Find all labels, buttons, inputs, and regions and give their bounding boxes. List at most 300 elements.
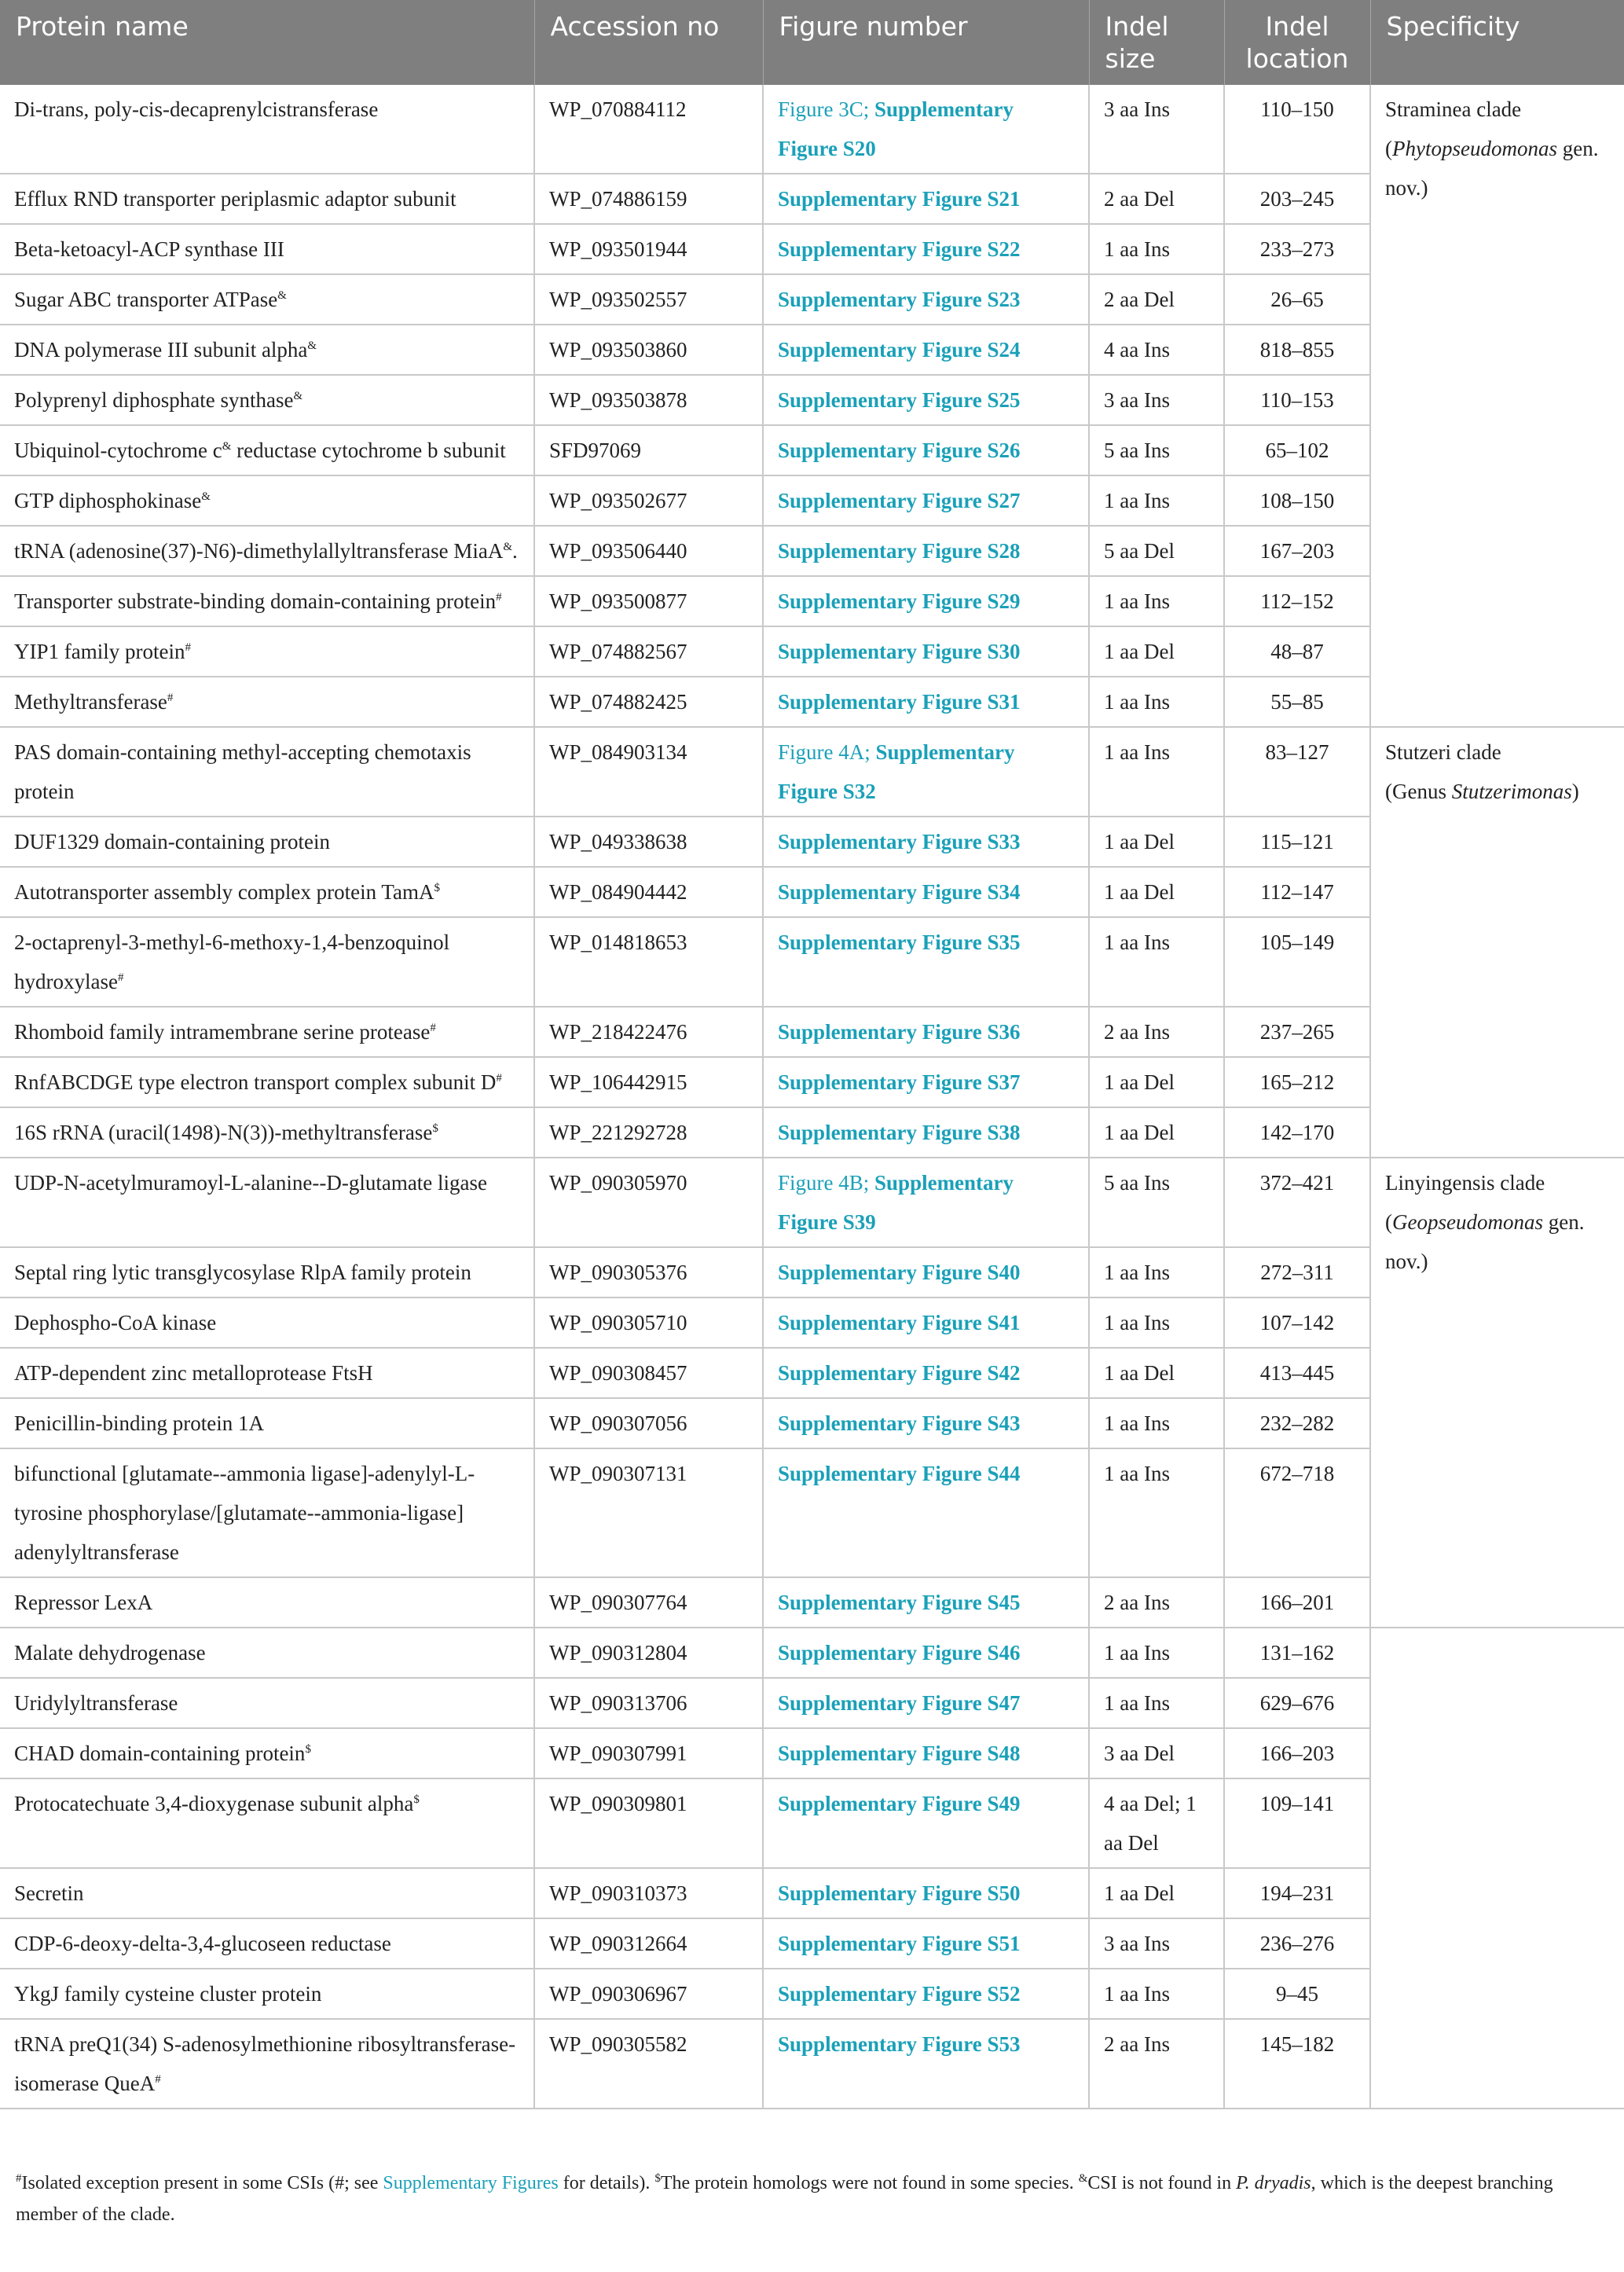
accession-number: WP_090307991	[534, 1728, 763, 1778]
indel-location: 237–265	[1224, 1007, 1370, 1057]
footnote-text: CSI is not found in	[1087, 2173, 1237, 2193]
paren: (	[1385, 780, 1392, 803]
figure-number-cell	[763, 375, 1089, 425]
supplementary-figure-link[interactable]: Supplementary Figure S26	[778, 439, 1021, 462]
accession-number: WP_093503878	[534, 375, 763, 425]
protein-name-cell	[0, 1918, 534, 1969]
indel-location: 131–162	[1224, 1628, 1370, 1678]
protein-name: Repressor LexA	[14, 1591, 153, 1614]
supplementary-figure-link[interactable]: Supplementary Figure S34	[778, 880, 1021, 904]
protein-name-cell	[0, 1678, 534, 1728]
supplementary-figure-link[interactable]: Supplementary Figure S52	[778, 1982, 1021, 2006]
indel-size: 1 aa Del	[1089, 817, 1224, 867]
figure-number-cell	[763, 526, 1089, 576]
indel-size: 1 aa Del	[1089, 1057, 1224, 1107]
supplementary-figure-link[interactable]: Supplementary Figure S37	[778, 1070, 1021, 1094]
protein-name-cell	[0, 2019, 534, 2109]
supplementary-figure-link[interactable]: Supplementary Figure S27	[778, 489, 1021, 512]
figure-number-cell	[763, 1969, 1089, 2019]
protein-name-cell	[0, 1348, 534, 1398]
indel-location: 107–142	[1224, 1297, 1370, 1348]
accession-number: WP_093502677	[534, 475, 763, 526]
main-figure-link[interactable]: Figure 3C;	[778, 97, 875, 121]
indel-size: 2 aa Ins	[1089, 1007, 1224, 1057]
table-header	[0, 0, 1624, 85]
figure-number-cell	[763, 1918, 1089, 1969]
indel-size: 1 aa Ins	[1089, 224, 1224, 274]
accession-number: WP_014818653	[534, 917, 763, 1007]
protein-name-cell	[0, 1158, 534, 1247]
accession-number: WP_090307056	[534, 1398, 763, 1448]
indel-size: 2 aa Del	[1089, 274, 1224, 325]
figure-number-cell	[763, 1778, 1089, 1868]
protein-name-cell	[0, 817, 534, 867]
protein-name-cell	[0, 1868, 534, 1918]
footnote-text: , which is the deepest branching member of the clade.	[16, 2173, 1553, 2225]
indel-size: 1 aa Del	[1089, 1348, 1224, 1398]
indel-size: 3 aa Ins	[1089, 1918, 1224, 1969]
indel-location: 166–203	[1224, 1728, 1370, 1778]
protein-name-cell	[0, 325, 534, 375]
footnote-marker: &	[307, 340, 317, 352]
indel-location: 55–85	[1224, 677, 1370, 727]
protein-name: YkgJ family cysteine cluster protein	[14, 1982, 322, 2006]
protein-name-cell	[0, 867, 534, 917]
supplementary-figure-link[interactable]: Supplementary Figure S25	[778, 388, 1021, 412]
accession-number: WP_093502557	[534, 274, 763, 325]
footnote-marker: $	[413, 1793, 420, 1806]
indel-size: 1 aa Ins	[1089, 1297, 1224, 1348]
paren: (	[1385, 1210, 1392, 1234]
figure-number-cell	[763, 1628, 1089, 1678]
protein-name: Beta-ketoacyl-ACP synthase III	[14, 237, 284, 261]
indel-location: 109–141	[1224, 1778, 1370, 1868]
protein-name-cell	[0, 1969, 534, 2019]
supplementary-figure-link[interactable]: Supplementary Figure S32	[778, 740, 1015, 803]
figure-number-cell	[763, 1678, 1089, 1728]
footnote-marker: $	[432, 1122, 438, 1135]
table-body	[0, 85, 1624, 2109]
indel-size: 1 aa Ins	[1089, 1398, 1224, 1448]
indel-location: 112–152	[1224, 576, 1370, 626]
indel-size: 1 aa Ins	[1089, 1247, 1224, 1297]
figure-number-cell	[763, 1577, 1089, 1628]
indel-location: 672–718	[1224, 1448, 1370, 1577]
protein-name: Autotransporter assembly complex protein TamA	[14, 880, 434, 904]
protein-name-suffix: .	[512, 539, 518, 563]
protein-name-cell	[0, 224, 534, 274]
indel-size: 1 aa Del	[1089, 1868, 1224, 1918]
protein-name-cell	[0, 174, 534, 224]
protein-name: UDP-N-acetylmuramoyl-L-alanine--D-glutamate ligase	[14, 1171, 488, 1195]
indel-size: 1 aa Ins	[1089, 727, 1224, 817]
figure-number-cell	[763, 1007, 1089, 1057]
accession-number: WP_090312664	[534, 1918, 763, 1969]
protein-name-cell	[0, 425, 534, 475]
protein-name: bifunctional [glutamate--ammonia ligase]-adenylyl-L-tyrosine phosphorylase/[glutamate--ammonia-ligase] adenylyltransferase	[14, 1462, 475, 1564]
indel-location: 165–212	[1224, 1057, 1370, 1107]
footnote-symbol-ampersand: &	[1078, 2172, 1088, 2185]
accession-number: WP_093503860	[534, 325, 763, 375]
protein-name-cell	[0, 626, 534, 677]
accession-number: WP_090306967	[534, 1969, 763, 2019]
supplementary-figure-link[interactable]: Supplementary Figure S35	[778, 930, 1021, 954]
figure-number-cell	[763, 2019, 1089, 2109]
protein-name: tRNA preQ1(34) S-adenosylmethionine ribosyltransferase-isomerase QueA	[14, 2032, 516, 2095]
supplementary-figure-link[interactable]: Supplementary Figure S51	[778, 1932, 1021, 1955]
protein-name-cell	[0, 1007, 534, 1057]
indel-size: 1 aa Ins	[1089, 1628, 1224, 1678]
indel-location: 629–676	[1224, 1678, 1370, 1728]
indel-size: 1 aa Ins	[1089, 1969, 1224, 2019]
protein-name: CDP-6-deoxy-delta-3,4-glucoseen reductase	[14, 1932, 391, 1955]
footnote-symbol-hash: #	[16, 2172, 22, 2185]
protein-name: Rhomboid family intramembrane serine protease	[14, 1020, 431, 1044]
supplementary-figure-link[interactable]: Supplementary Figure S53	[778, 2032, 1021, 2056]
supplementary-figure-link[interactable]: Supplementary Figure S28	[778, 539, 1021, 563]
footnote-text: Isolated exception present in some CSIs (#; see	[21, 2173, 383, 2193]
protein-name: Dephospho-CoA kinase	[14, 1311, 217, 1334]
indel-size: 5 aa Del	[1089, 526, 1224, 576]
protein-name-cell	[0, 1297, 534, 1348]
indel-size: 1 aa Ins	[1089, 917, 1224, 1007]
protein-name: Penicillin-binding protein 1A	[14, 1411, 264, 1435]
indel-location: 233–273	[1224, 224, 1370, 274]
protein-name: Di-trans, poly-cis-decaprenylcistransferase	[14, 97, 379, 121]
footnote-marker: #	[117, 971, 124, 984]
indel-location: 145–182	[1224, 2019, 1370, 2109]
accession-number: WP_074882425	[534, 677, 763, 727]
supplementary-figure-link[interactable]: Supplementary Figure S47	[778, 1691, 1021, 1715]
supplementary-figure-link[interactable]: Supplementary Figure S50	[778, 1881, 1021, 1905]
protein-name: Uridylyltransferase	[14, 1691, 178, 1715]
accession-number: WP_090307131	[534, 1448, 763, 1577]
accession-number: WP_049338638	[534, 817, 763, 867]
table-row	[0, 727, 1624, 817]
footnote-marker: #	[185, 641, 191, 654]
figure-number-cell	[763, 325, 1089, 375]
indel-location: 194–231	[1224, 1868, 1370, 1918]
footnote-marker: &	[503, 541, 512, 553]
protein-name: Efflux RND transporter periplasmic adaptor subunit	[14, 187, 456, 211]
supplementary-figure-link[interactable]: Supplementary Figure S29	[778, 589, 1021, 613]
genus-name: Stutzerimonas	[1451, 780, 1572, 803]
footnote-marker: $	[434, 882, 440, 894]
accession-number: WP_106442915	[534, 1057, 763, 1107]
protein-name-cell	[0, 1577, 534, 1628]
figure-number-cell	[763, 917, 1089, 1007]
figure-number-cell	[763, 1297, 1089, 1348]
table-row	[0, 1628, 1624, 1678]
protein-name: Ubiquinol-cytochrome c	[14, 439, 222, 462]
accession-number: WP_093501944	[534, 224, 763, 274]
protein-name-suffix: reductase cytochrome b subunit	[231, 439, 506, 462]
footnote-marker: &	[293, 390, 303, 402]
protein-name: RnfABCDGE type electron transport complex subunit D	[14, 1070, 497, 1094]
protein-name-cell	[0, 677, 534, 727]
figure-number-cell	[763, 274, 1089, 325]
supplementary-figures-link[interactable]: Supplementary Figures	[383, 2173, 559, 2193]
figure-number-cell	[763, 1348, 1089, 1398]
figure-number-cell	[763, 576, 1089, 626]
indel-size: 1 aa Ins	[1089, 1678, 1224, 1728]
indel-location: 110–153	[1224, 375, 1370, 425]
indel-size: 3 aa Del	[1089, 1728, 1224, 1778]
figure-number-cell	[763, 1398, 1089, 1448]
figure-number-cell	[763, 224, 1089, 274]
protein-name-cell	[0, 475, 534, 526]
specificity-cell	[1370, 1628, 1624, 2109]
figure-number-cell	[763, 1448, 1089, 1577]
supplementary-figure-link[interactable]: Supplementary Figure S24	[778, 338, 1021, 362]
supplementary-figure-link[interactable]: Supplementary Figure S43	[778, 1411, 1021, 1435]
footnote-symbol-dollar: $	[654, 2172, 661, 2185]
footnote-marker: &	[201, 490, 211, 503]
protein-name: DUF1329 domain-containing protein	[14, 830, 330, 853]
specificity-cell	[1370, 85, 1624, 727]
clade-name: Stutzeri clade	[1385, 740, 1501, 764]
accession-number: WP_084904442	[534, 867, 763, 917]
header-indel-location: Indel location	[1224, 0, 1370, 85]
accession-number: WP_090305582	[534, 2019, 763, 2109]
protein-name: Sugar ABC transporter ATPase	[14, 288, 278, 311]
indel-location: 115–121	[1224, 817, 1370, 867]
indel-size: 1 aa Ins	[1089, 1448, 1224, 1577]
paren: (	[1385, 137, 1392, 160]
footnote-marker: &	[222, 440, 232, 453]
accession-number: WP_084903134	[534, 727, 763, 817]
table-row	[0, 1158, 1624, 1247]
accession-number: WP_218422476	[534, 1007, 763, 1057]
protein-name-cell	[0, 1247, 534, 1297]
accession-number: SFD97069	[534, 425, 763, 475]
supplementary-figure-link[interactable]: Supplementary Figure S41	[778, 1311, 1021, 1334]
protein-name-cell	[0, 1398, 534, 1448]
figure-number-cell	[763, 1728, 1089, 1778]
indel-location: 26–65	[1224, 274, 1370, 325]
supplementary-figure-link[interactable]: Supplementary Figure S21	[778, 187, 1021, 211]
indel-location: 272–311	[1224, 1247, 1370, 1297]
indel-size: 1 aa Del	[1089, 867, 1224, 917]
figure-number-cell	[763, 677, 1089, 727]
footnote-marker: $	[305, 1743, 311, 1756]
supplementary-figure-link[interactable]: Supplementary Figure S45	[778, 1591, 1021, 1614]
footnote-marker: #	[496, 1072, 502, 1085]
protein-name-cell	[0, 576, 534, 626]
protein-name-cell	[0, 1728, 534, 1778]
protein-name-cell	[0, 1107, 534, 1158]
footnote-species: P. dryadis	[1236, 2173, 1311, 2193]
protein-name-cell	[0, 526, 534, 576]
protein-name: Secretin	[14, 1881, 84, 1905]
indel-location: 413–445	[1224, 1348, 1370, 1398]
indel-size: 1 aa Del	[1089, 1107, 1224, 1158]
accession-number: WP_090305710	[534, 1297, 763, 1348]
genus-suffix: )	[1571, 780, 1579, 803]
indel-location: 9–45	[1224, 1969, 1370, 2019]
figure-number-cell	[763, 727, 1089, 817]
supplementary-figure-link[interactable]: Supplementary Figure S46	[778, 1641, 1021, 1665]
supplementary-figure-link[interactable]: Supplementary Figure S30	[778, 640, 1021, 663]
indel-size: 3 aa Ins	[1089, 85, 1224, 174]
table-footnote	[16, 2167, 1611, 2230]
protein-name: DNA polymerase III subunit alpha	[14, 338, 308, 362]
indel-location: 372–421	[1224, 1158, 1370, 1247]
figure-number-cell	[763, 1057, 1089, 1107]
protein-name: Transporter substrate-binding domain-containing protein	[14, 589, 497, 613]
header-protein-name: Protein name	[0, 0, 534, 85]
genus-name: Phytopseudomonas	[1392, 137, 1557, 160]
supplementary-figure-link[interactable]: Supplementary Figure S44	[778, 1462, 1021, 1485]
supplementary-figure-link[interactable]: Supplementary Figure S39	[778, 1171, 1014, 1234]
indel-location: 818–855	[1224, 325, 1370, 375]
figure-number-cell	[763, 85, 1089, 174]
protein-name-cell	[0, 1057, 534, 1107]
protein-name: Malate dehydrogenase	[14, 1641, 206, 1665]
figure-number-cell	[763, 1158, 1089, 1247]
clade-name: Straminea clade	[1385, 97, 1522, 121]
accession-number: WP_090308457	[534, 1348, 763, 1398]
indel-location: 112–147	[1224, 867, 1370, 917]
indel-location: 232–282	[1224, 1398, 1370, 1448]
indel-location: 236–276	[1224, 1918, 1370, 1969]
indel-size: 5 aa Ins	[1089, 1158, 1224, 1247]
figure-number-cell	[763, 425, 1089, 475]
indel-size: 5 aa Ins	[1089, 425, 1224, 475]
footnote-marker: #	[167, 692, 174, 704]
indel-location: 65–102	[1224, 425, 1370, 475]
protein-name-cell	[0, 917, 534, 1007]
accession-number: WP_093506440	[534, 526, 763, 576]
protein-name-cell	[0, 727, 534, 817]
supplementary-figure-link[interactable]: Supplementary Figure S48	[778, 1742, 1021, 1765]
supplementary-figure-link[interactable]: Supplementary Figure S49	[778, 1792, 1021, 1815]
accession-number: WP_090309801	[534, 1778, 763, 1868]
protein-name: Protocatechuate 3,4-dioxygenase subunit alpha	[14, 1792, 414, 1815]
protein-name: Methyltransferase	[14, 690, 167, 714]
main-figure-link[interactable]: Figure 4B;	[778, 1171, 875, 1195]
supplementary-figure-link[interactable]: Supplementary Figure S31	[778, 690, 1021, 714]
genus-name: Geopseudomonas	[1392, 1210, 1543, 1234]
accession-number: WP_090307764	[534, 1577, 763, 1628]
indel-size: 2 aa Ins	[1089, 1577, 1224, 1628]
clade-name: Linyingensis clade	[1385, 1171, 1545, 1195]
protein-name: 16S rRNA (uracil(1498)-N(3))-methyltransferase	[14, 1121, 433, 1144]
main-figure-link[interactable]: Figure 4A;	[778, 740, 876, 764]
footnote-marker: &	[277, 289, 287, 302]
protein-name-cell	[0, 274, 534, 325]
indel-location: 167–203	[1224, 526, 1370, 576]
indel-size: 1 aa Ins	[1089, 475, 1224, 526]
indel-size: 2 aa Ins	[1089, 2019, 1224, 2109]
supplementary-figure-link[interactable]: Supplementary Figure S22	[778, 237, 1021, 261]
figure-number-cell	[763, 817, 1089, 867]
protein-name: PAS domain-containing methyl-accepting chemotaxis protein	[14, 740, 471, 803]
supplementary-figure-link[interactable]: Supplementary Figure S23	[778, 288, 1021, 311]
accession-number: WP_090305970	[534, 1158, 763, 1247]
footnote-marker: #	[430, 1022, 436, 1034]
indel-size: 2 aa Del	[1089, 174, 1224, 224]
supplementary-figure-link[interactable]: Supplementary Figure S40	[778, 1261, 1021, 1284]
supplementary-figure-link[interactable]: Supplementary Figure S20	[778, 97, 1014, 160]
supplementary-figure-link[interactable]: Supplementary Figure S42	[778, 1361, 1021, 1385]
protein-name: tRNA (adenosine(37)-N6)-dimethylallyltransferase MiaA	[14, 539, 504, 563]
accession-number: WP_090310373	[534, 1868, 763, 1918]
indel-location: 110–150	[1224, 85, 1370, 174]
indel-size: 1 aa Ins	[1089, 576, 1224, 626]
indel-size: 3 aa Ins	[1089, 375, 1224, 425]
footnote-text: The protein homologs were not found in some species.	[660, 2173, 1079, 2193]
indel-size: 1 aa Del	[1089, 626, 1224, 677]
protein-name: YIP1 family protein	[14, 640, 185, 663]
header-specificity: Specificity	[1370, 0, 1624, 85]
accession-number: WP_221292728	[534, 1107, 763, 1158]
genus-suffix: gen. nov.)	[1385, 1210, 1585, 1273]
accession-number: WP_090305376	[534, 1247, 763, 1297]
protein-name-cell	[0, 375, 534, 425]
protein-name: Polyprenyl diphosphate synthase	[14, 388, 294, 412]
protein-name: 2-octaprenyl-3-methyl-6-methoxy-1,4-benzoquinol hydroxylase	[14, 930, 450, 993]
indel-size: 4 aa Ins	[1089, 325, 1224, 375]
protein-name: ATP-dependent zinc metalloprotease FtsH	[14, 1361, 373, 1385]
supplementary-figure-link[interactable]: Supplementary Figure S38	[778, 1121, 1021, 1144]
indel-location: 105–149	[1224, 917, 1370, 1007]
accession-number: WP_070884112	[534, 85, 763, 174]
specificity-cell	[1370, 727, 1624, 1158]
table-row	[0, 85, 1624, 174]
footnote-marker: #	[155, 2073, 161, 2086]
header-indel-size: Indel size	[1089, 0, 1224, 85]
protein-name-cell	[0, 1448, 534, 1577]
protein-name: Septal ring lytic transglycosylase RlpA family protein	[14, 1261, 471, 1284]
indel-location: 108–150	[1224, 475, 1370, 526]
protein-name: CHAD domain-containing protein	[14, 1742, 306, 1765]
figure-number-cell	[763, 1868, 1089, 1918]
figure-number-cell	[763, 1247, 1089, 1297]
figure-number-cell	[763, 174, 1089, 224]
specificity-cell	[1370, 1158, 1624, 1628]
indel-location: 48–87	[1224, 626, 1370, 677]
indel-location: 83–127	[1224, 727, 1370, 817]
protein-name-cell	[0, 1778, 534, 1868]
accession-number: WP_090312804	[534, 1628, 763, 1678]
genus-suffix: gen. nov.)	[1385, 137, 1599, 200]
protein-name-cell	[0, 1628, 534, 1678]
figure-number-cell	[763, 626, 1089, 677]
indel-size: 1 aa Ins	[1089, 677, 1224, 727]
indel-location: 166–201	[1224, 1577, 1370, 1628]
accession-number: WP_074882567	[534, 626, 763, 677]
indel-location: 142–170	[1224, 1107, 1370, 1158]
footnote-text: for details).	[558, 2173, 655, 2193]
accession-number: WP_074886159	[534, 174, 763, 224]
figure-number-cell	[763, 867, 1089, 917]
figure-number-cell	[763, 475, 1089, 526]
footnote-marker: #	[496, 591, 502, 604]
indel-size: 4 aa Del; 1 aa Del	[1089, 1778, 1224, 1868]
accession-number: WP_090313706	[534, 1678, 763, 1728]
accession-number: WP_093500877	[534, 576, 763, 626]
genus-prefix: Genus	[1392, 780, 1452, 803]
supplementary-figure-link[interactable]: Supplementary Figure S33	[778, 830, 1021, 853]
header-accession-no: Accession no	[534, 0, 763, 85]
supplementary-figure-link[interactable]: Supplementary Figure S36	[778, 1020, 1021, 1044]
protein-name: GTP diphosphokinase	[14, 489, 202, 512]
header-figure-number: Figure number	[763, 0, 1089, 85]
figure-number-cell	[763, 1107, 1089, 1158]
protein-name-cell	[0, 85, 534, 174]
indel-location: 203–245	[1224, 174, 1370, 224]
